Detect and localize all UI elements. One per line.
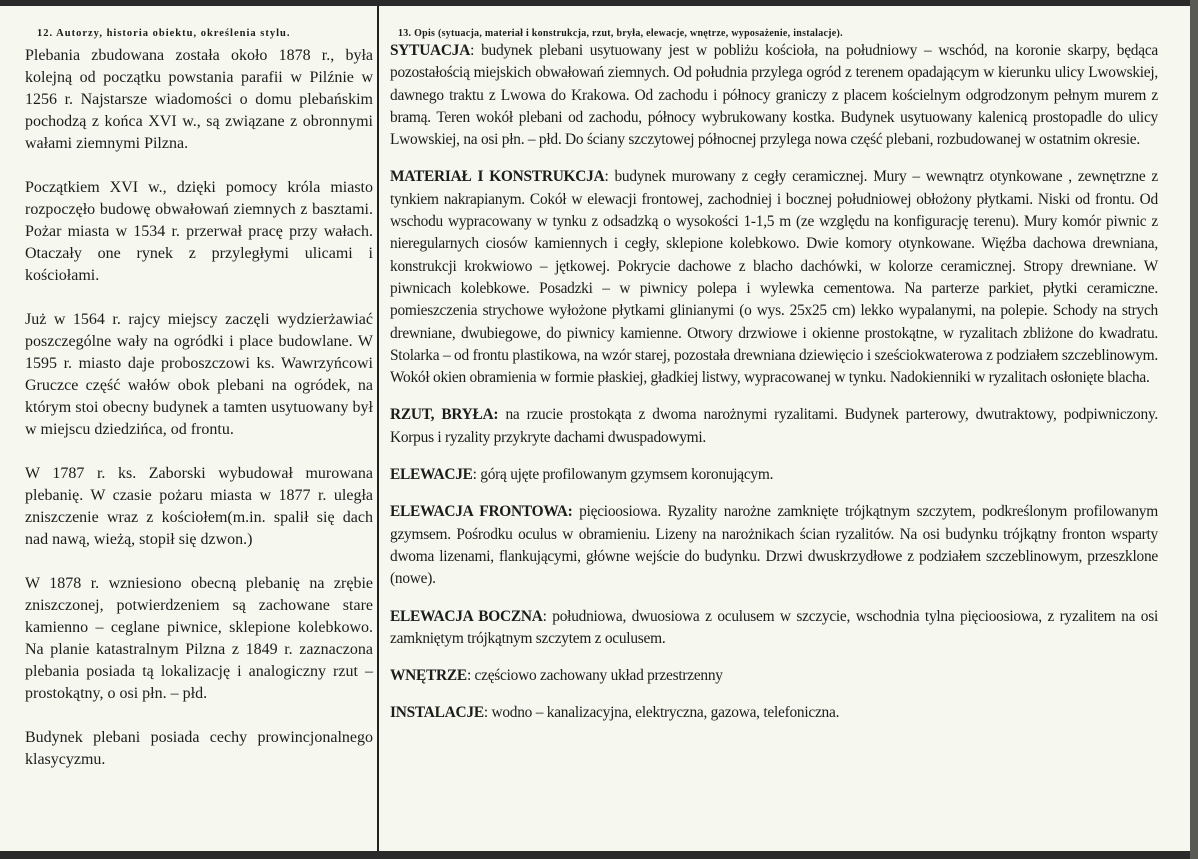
history-paragraph: W 1787 r. ks. Zaborski wybudował murowana plebanię. W czasie pożaru miasta w 1877 r. uległa zniszczenie wraz z kościołem(m.in. spalił się dach nad nawą, wieżą, stopił się dzwon.)	[25, 465, 373, 548]
description-section-sytuacja	[390, 40, 1158, 151]
section-label: ELEWACJE	[390, 466, 473, 484]
section-text: : budynek plebani usytuowany jest w pobliżu kościoła, na południowy – wschód, na koronie skarpy, będąca pozostałością miejskich obwałowań ziemnych. Od południa przylega ogród z terenem opadającym w kierunku ulicy Lwowskiej, dawnego traktu z Lwowa do Krakowa. Od zachodu i północy graniczy z placem kościelnym odgrodzonym pełnym murem z bramą. Teren wokół plebani od zachodu, północy wybrukowany kostka. Budynek usytuowany kalenicą prostopadle do ulicy Lwowskiej, na osi płn. – płd. Do ściany szczytowej północnej przylega nowa część plebani, rozbudowanej w ostatnim okresie.	[390, 42, 1158, 149]
section-label: SYTUACJA	[390, 42, 471, 59]
history-paragraph: Już w 1564 r. rajcy miejscy zaczęli wydzierżawiać poszczególne wały na ogródki i place budowlane. W 1595 r. miasto daje proboszczowi ks. Wawrzyńcowi Gruczce część wałów obok plebani na ogródek, na którym stoi obecny budynek a tamten usytuowany był w miejscu dziedzińca, od frontu.	[25, 311, 373, 438]
history-paragraph: Plebania zbudowana została około 1878 r., była kolejną od początku powstania parafii w Pilźnie w 1256 r. Najstarsze wiadomości o domu plebańskim pochodzą z końca XVI w., są związane z obronnymi wałami ziemnymi Pilzna.	[25, 47, 373, 152]
section-text: : budynek murowany z cegły ceramicznej. Mury – wewnątrz otynkowane , zewnętrzne z tynkiem nakrapianym. Cokół w elewacji frontowej, zachodniej i bocznej południowej obłożony płytkami. Niski od frontu. Od wschodu wypracowany w tynku z odsadzką o wysokości 1-1,5 m (ze względu na konfigurację terenu). Mury komór piwnic z nieregularnych ciosów kamiennych i cegły, sklepione kolebkowo. Dwie komory otynkowane. Więźba dachowa drewniana, konstrukcji krokwiowo – jętkowej. Pokrycie dachowe z blacho dachówki, w kolorze ceramicznej. Stropy drewniane. W piwnicach kolebkowe. Posadzki – w piwnicy polepa i wylewka cementowa. Na parterze parkiet, płytki ceramiczne. pomieszczenia strychowe wyłożone płytkami glinianymi (o wys. 25x25 cm) lekko wypalanymi, na polepie. Schody na strych drewniane, dwubiegowe, do piwnicy kamienne. Otwory drzwiowe i okienne prostokątne, w ryzalitach zbliżone do kwadratu. Stolarka – od frontu plastikowa, na wzór starej, pozostała drewniana dziewięcio i sześciokwaterowa z podziałem szczeblinowym. Wokół okien obramienia w formie płaskiej, gładkiej listwy, wypracowanej w tynku. Nadokienniki w ryzalitach osłonięte blacha.	[390, 168, 1158, 387]
section-text: : wodno – kanalizacyjna, elektryczna, gazowa, telefoniczna.	[483, 704, 840, 722]
history-paragraph: Początkiem XVI w., dzięki pomocy króla miasto rozpoczęło budowę obwałowań ziemnych z basztami. Pożar miasta w 1534 r. przerwał pracę przy wałach. Otaczały one rynek z przyległymi ulicami i kościołami.	[25, 179, 373, 284]
section-text: : południowa, dwuosiowa z oculusem w szczycie, wschodnia tylna pięcioosiowa, z ryzalitem na osi zamkniętym trójkątnym szczytem z oculusem.	[390, 607, 1158, 647]
section-text: : górą ujęte profilowanym gzymsem koronującym.	[472, 466, 774, 484]
description-section-elewacje	[390, 464, 1158, 486]
section-label: WNĘTRZE	[390, 667, 467, 685]
section-label: ELEWACJA FRONTOWA:	[390, 503, 573, 521]
section-label: MATERIAŁ I KONSTRUKCJA	[390, 168, 605, 186]
description-section-wnetrze	[390, 665, 1158, 687]
description-section-rzut	[390, 404, 1158, 449]
description-section-elewacja-boczna	[390, 606, 1158, 651]
scan-edge	[1190, 0, 1198, 859]
description-section-instalacje	[390, 702, 1158, 724]
section-label: ELEWACJA BOCZNA	[390, 607, 543, 625]
history-paragraph: Budynek plebani posiada cechy prowincjonalnego klasycyzmu.	[25, 729, 373, 768]
history-paragraph: W 1878 r. wzniesiono obecną plebanię na zrębie zniszczonej, potwierdzeniem są zachowane stare kamienno – ceglane piwnice, sklepione kolebkowo. Na planie katastralnym Pilzna z 1849 r. zaznaczona plebania posiada tą lokalizację i analogiczny rzut – prostokątny, o osi płn. – płd.	[25, 575, 373, 702]
section-text: : częściowo zachowany układ przestrzenny	[466, 667, 723, 685]
description-column	[390, 28, 1158, 740]
description-section-elewacja-frontowa	[390, 501, 1158, 590]
description-section-material	[390, 166, 1158, 389]
section-text: pięcioosiowa. Ryzality narożne zamknięte trójkątnym szczytem, podkreślonym profilowanym gzymsem. Pośrodku oculus w obramieniu. Lizeny na narożnikach ścian ryzalitów. Na osi budynku trójkątny fronton wsparty dwoma lizenami, flankującymi, główne wejście do budynku. Drzwi dwuskrzydłowe z podziałem szczeblinowym, przeszklone (nowe).	[390, 503, 1158, 588]
section-13-heading: 13. Opis (sytuacja, materiał i konstrukcja, rzut, bryła, elewacje, wnętrze, wyposażenie, instalacje).	[398, 28, 843, 39]
section-label: INSTALACJE	[390, 704, 484, 722]
history-column	[25, 28, 373, 793]
section-text: na rzucie prostokąta z dwoma narożnymi ryzalitami. Budynek parterowy, dwutraktowy, podpiwniczony. Korpus i ryzality przykryte dachami dwuspadowymi.	[390, 406, 1158, 446]
section-label: RZUT, BRYŁA:	[390, 406, 499, 424]
section-12-heading: 12. Autorzy, historia obiektu, określenia stylu.	[37, 28, 291, 39]
column-divider	[377, 6, 379, 851]
